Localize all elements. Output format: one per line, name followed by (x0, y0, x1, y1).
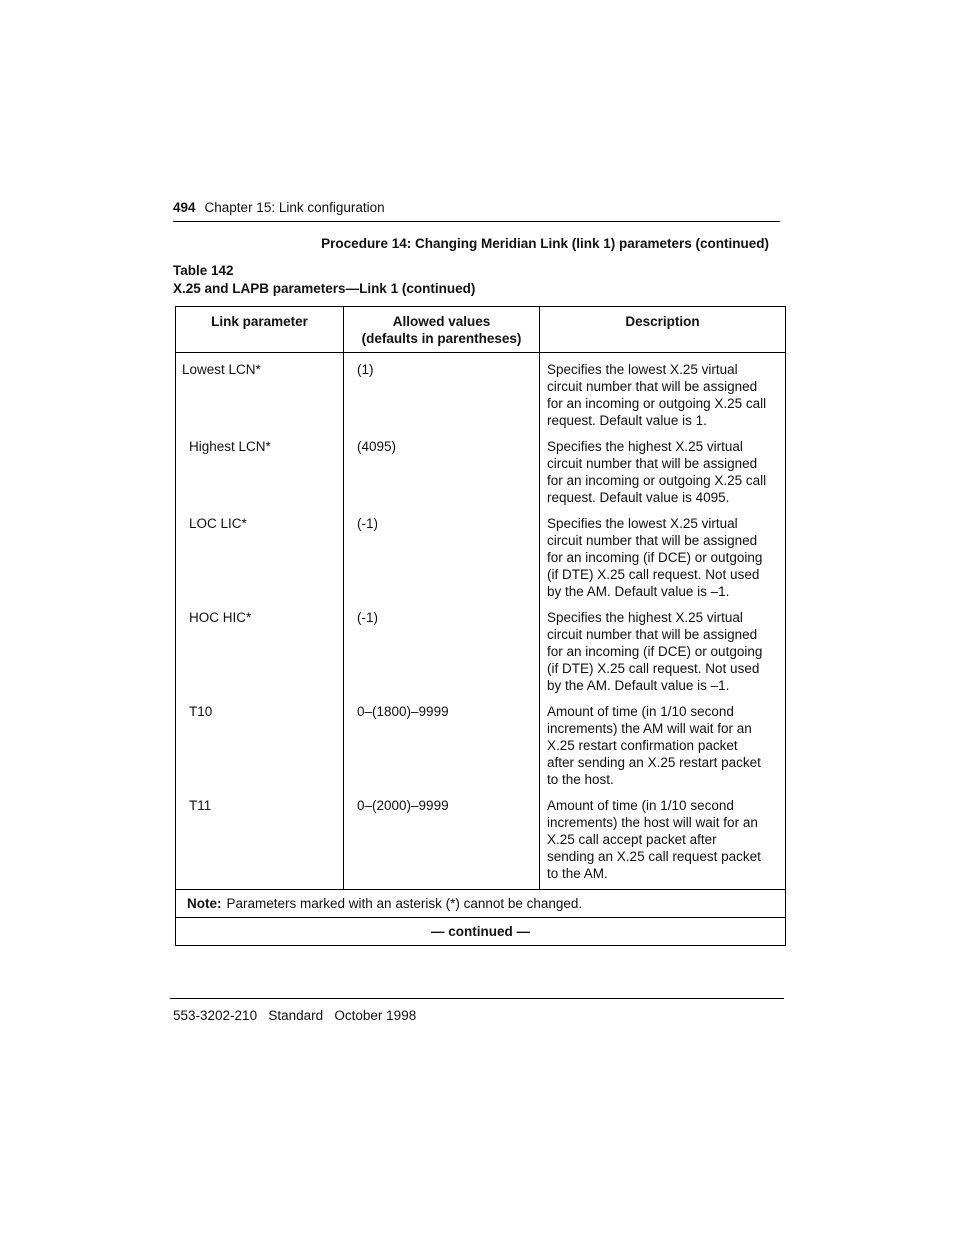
allowed-values-cell: 0–(1800)–9999 (357, 704, 449, 719)
description-line: to the host. (547, 772, 614, 787)
description-cell (540, 797, 785, 889)
allowed-values-cell: (4095) (357, 439, 397, 454)
doc-number: 553-3202-210 (173, 1008, 258, 1023)
param-column (176, 353, 344, 890)
description-line: X.25 call accept packet after (547, 832, 717, 847)
description-line: Specifies the lowest X.25 virtual (547, 362, 738, 377)
description-line: for an incoming (if DCE) or outgoing (547, 644, 763, 659)
allowed-values-cell: (-1) (357, 610, 378, 625)
column-header-description: Description (540, 307, 786, 353)
footer-rule (170, 998, 784, 999)
allowed-values-cell: 0–(2000)–9999 (357, 798, 449, 813)
description-cell (540, 609, 785, 703)
description-line: for an incoming or outgoing X.25 call (547, 473, 767, 488)
allowed-values-cell: (1) (357, 362, 374, 377)
link-parameter-cell: T10 (189, 704, 213, 719)
description-line: by the AM. Default value is –1. (547, 584, 730, 599)
description-line: by the AM. Default value is –1. (547, 678, 730, 693)
link-parameter-cell: LOC LIC* (189, 516, 247, 531)
description-column (540, 353, 786, 890)
description-line: after sending an X.25 restart packet (547, 755, 761, 770)
description-cell (540, 438, 785, 515)
parameter-table (175, 306, 786, 946)
table-body-row (176, 353, 786, 890)
description-cell (540, 515, 785, 609)
page-number: 494 (173, 200, 196, 215)
note-text: Parameters marked with an asterisk (*) cannot be changed. (226, 896, 583, 911)
description-line: to the AM. (547, 866, 608, 881)
note-label: Note: (187, 896, 222, 911)
link-parameter-cell: Highest LCN* (189, 439, 271, 454)
description-line: circuit number that will be assigned (547, 456, 758, 471)
description-line: (if DTE) X.25 call request. Not used (547, 567, 760, 582)
table-title: X.25 and LAPB parameters—Link 1 (continued) (173, 281, 476, 296)
header-rule (173, 221, 780, 222)
description-line: request. Default value is 4095. (547, 490, 730, 505)
link-parameter-cell: HOC HIC* (189, 610, 252, 625)
table-header-row (176, 307, 786, 353)
description-line: Specifies the lowest X.25 virtual (547, 516, 738, 531)
table-continued-row (176, 918, 786, 946)
description-line: increments) the AM will wait for an (547, 721, 752, 736)
page-footer (173, 1008, 416, 1023)
doc-date: October 1998 (334, 1008, 417, 1023)
description-line: request. Default value is 1. (547, 413, 707, 428)
description-cell (540, 361, 785, 438)
link-parameter-cell: Lowest LCN* (182, 362, 261, 377)
running-header (173, 200, 385, 215)
column-header-link-parameter: Link parameter (176, 307, 344, 353)
description-line: circuit number that will be assigned (547, 533, 758, 548)
description-line: circuit number that will be assigned (547, 627, 758, 642)
doc-status: Standard (268, 1008, 324, 1023)
description-line: for an incoming (if DCE) or outgoing (547, 550, 763, 565)
description-line: Amount of time (in 1/10 second (547, 704, 734, 719)
description-line: for an incoming or outgoing X.25 call (547, 396, 767, 411)
description-line: Specifies the highest X.25 virtual (547, 439, 743, 454)
description-line: Amount of time (in 1/10 second (547, 798, 734, 813)
description-line: Specifies the highest X.25 virtual (547, 610, 743, 625)
allowed-values-cell: (-1) (357, 516, 378, 531)
description-line: circuit number that will be assigned (547, 379, 758, 394)
table-note (176, 890, 786, 918)
description-line: sending an X.25 call request packet (547, 849, 761, 864)
continued-marker: — continued — (176, 918, 786, 946)
column-header-allowed-values: Allowed values (defaults in parentheses) (344, 307, 540, 353)
chapter-title: Chapter 15: Link configuration (204, 200, 385, 215)
table-number: Table 142 (173, 263, 234, 278)
link-parameter-cell: T11 (189, 798, 212, 813)
table-note-row (176, 890, 786, 918)
procedure-title: Procedure 14: Changing Meridian Link (link 1) parameters (continued) (321, 236, 769, 251)
table-caption (173, 262, 475, 298)
allowed-column (344, 353, 540, 890)
description-cell (540, 703, 785, 797)
description-line: increments) the host will wait for an (547, 815, 758, 830)
description-line: (if DTE) X.25 call request. Not used (547, 661, 760, 676)
description-line: X.25 restart confirmation packet (547, 738, 738, 753)
